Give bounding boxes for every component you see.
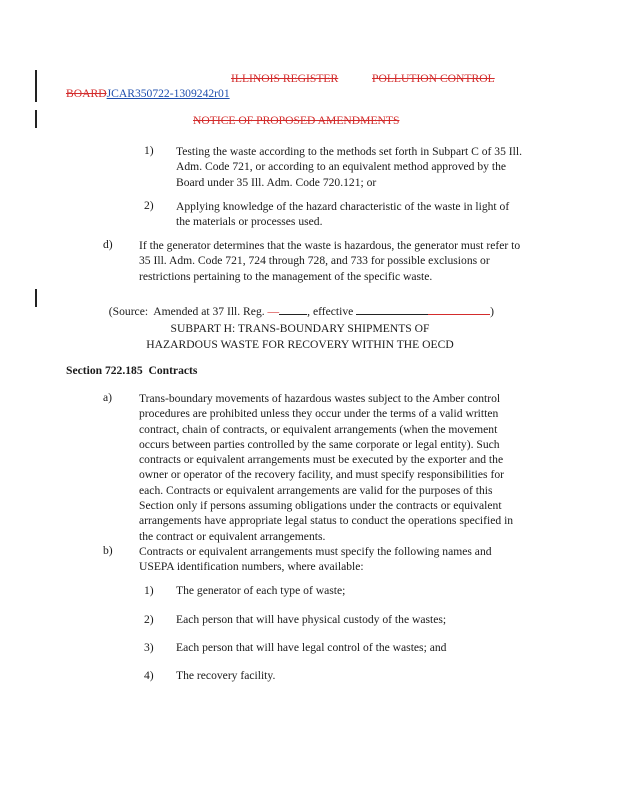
text-line: each. Contracts or equivalent arrangements are valid for the purposes of this [139,483,493,497]
change-bar [35,110,37,128]
section-title: Contracts [148,364,198,377]
text-line: contracts or equivalent arrangements must be executed by the exporter and the [139,453,504,467]
agency-title: POLLUTION CONTROL [372,72,495,85]
subpart-line: SUBPART H: TRANS-BOUNDARY SHIPMENTS OF [170,322,430,335]
effective-blank [356,314,428,315]
c-item-text [176,144,556,190]
subpart-line: HAZARDOUS WASTE FOR RECOVERY WITHIN THE OECD [146,337,454,351]
subpart-heading [120,321,480,352]
jcar-document-id[interactable]: JCAR350722-1309242r01 [106,87,230,100]
text-line: restrictions pertaining to the management of the specific waste. [139,269,433,283]
board-label: BOARD [66,87,107,100]
b-item-number: 4) [144,669,154,682]
text-line: Section only if persons assuming obligations under the contracts or equivalent [139,499,502,513]
board-line [66,87,230,100]
text-line: USEPA identification numbers, where available: [139,560,364,574]
text-line: the materials or processes used. [176,215,323,229]
text-line: Board under 35 Ill. Adm. Code 720.121; or [176,175,377,189]
b-item-text: Each person that will have physical custody of the wastes; [176,613,447,626]
change-bar [35,70,37,102]
change-bar [35,289,37,307]
a-text [139,391,559,544]
source-mid: , effective [307,305,357,318]
text-line: Contracts or equivalent arrangements must specify the following names and [139,545,492,558]
text-line: Trans-boundary movements of hazardous wastes subject to the Amber control [139,392,501,405]
text-line: Applying knowledge of the hazard characteristic of the waste in light of [176,200,510,213]
b-item-text: The generator of each type of waste; [176,584,346,597]
text-line: 35 Ill. Adm. Code 721, 724 through 728, and 733 for possible exclusions or [139,254,490,268]
section-number: Section 722.185 [66,364,143,377]
b-item-text: The recovery facility. [176,669,276,682]
c-item-text [176,199,556,230]
source-prefix: (Source: Amended at 37 Ill. Reg. [108,305,268,318]
d-text [139,238,559,284]
b-item-number: 1) [144,584,154,597]
source-note [103,292,494,318]
section-heading [66,364,197,377]
text-line: owner or operator of the recovery facility, and must specify responsibilities for [139,468,504,482]
text-line: contract, chain of contracts, or equivalent arrangements (when the movement [139,422,498,436]
c-item-number: 2) [144,199,154,212]
effective-blank-inserted [428,314,490,315]
b-item-text: Each person that will have legal control of the wastes; and [176,641,447,654]
source-suffix: ) [490,305,495,318]
b-label: b) [103,544,113,557]
d-label: d) [103,238,113,251]
b-item-number: 3) [144,641,154,654]
b-item-number: 2) [144,613,154,626]
b-text [139,544,559,575]
reg-blank [279,314,307,315]
text-line: the contract or equivalent arrangements. [139,529,326,543]
text-line: If the generator determines that the waste is hazardous, the generator must refer to [139,239,521,252]
c-item-number: 1) [144,144,154,157]
a-label: a) [103,391,113,404]
notice-title: NOTICE OF PROPOSED AMENDMENTS [193,114,400,127]
source-dash: — [267,305,280,318]
text-line: Testing the waste according to the methods set forth in Subpart C of 35 Ill. [176,145,522,158]
text-line: procedures are prohibited unless they occur under the terms of a valid written [139,407,499,421]
register-title: ILLINOIS REGISTER [231,72,339,85]
text-line: occurs between parties controlled by the same corporate or legal entity). Such [139,437,500,451]
text-line: Adm. Code 721, or according to an equivalent method approved by the [176,160,507,174]
text-line: arrangements have appropriate legal status to conduct the operations specified in [139,514,514,528]
